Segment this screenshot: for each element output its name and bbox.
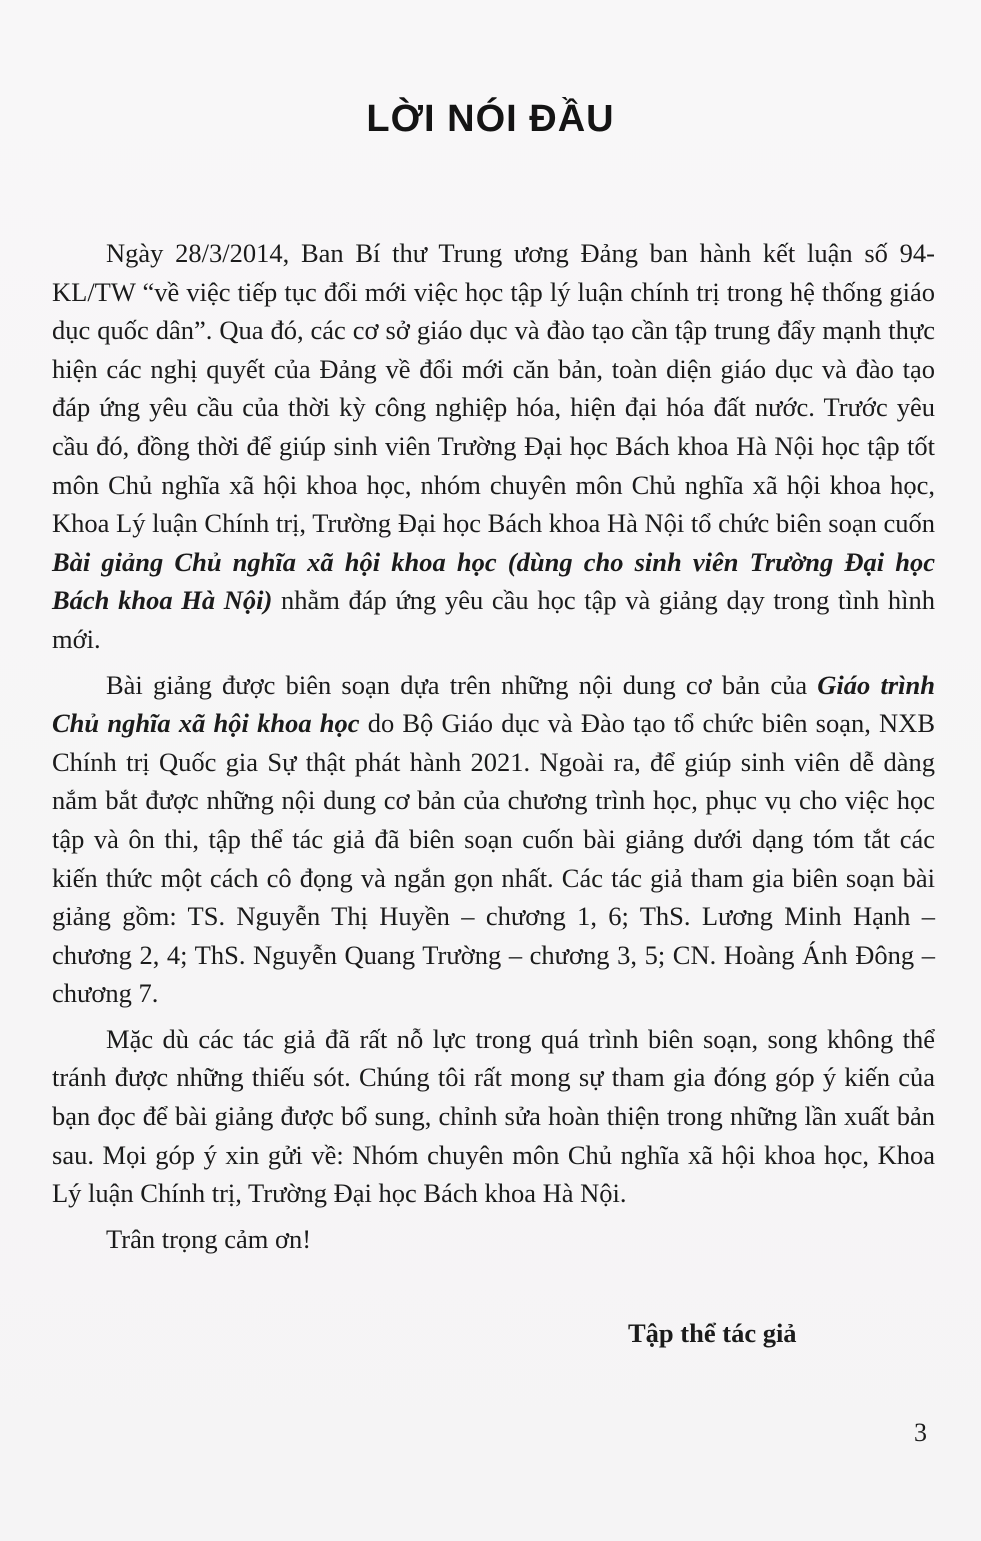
paragraph-2-tail: do Bộ Giáo dục và Đào tạo tổ chức biên soạn, NXB Chính trị Quốc gia Sự thật phát hành 2021. Ngoài ra, để giúp sinh viên dễ dàng nắm bắt được những nội dung cơ bản của chương trình học, phục vụ cho việc học tập và ôn thi, tập thể tác giả đã biên soạn cuốn bài giảng dưới dạng tóm tắt các kiến thức một cách cô đọng và ngắn gọn nhất. Các tác giả tham gia biên soạn bài giảng gồm: TS. Nguyễn Thị Huyền – chương 1, 6; ThS. Lương Minh Hạnh – chương 2, 4; ThS. Nguyễn Quang Trường – chương 3, 5; CN. Hoàng Ánh Đông – chương 7. bbox=[52, 708, 935, 1009]
page-number: 3 bbox=[914, 1418, 927, 1447]
paragraph-1-tail: nhằm đáp ứng yêu cầu học tập và giảng dạy trong tình hình mới. bbox=[52, 585, 935, 654]
paragraph-2-text: Bài giảng được biên soạn dựa trên những nội dung cơ bản của bbox=[106, 669, 818, 700]
paragraph-1 bbox=[52, 234, 935, 659]
signature: Tập thể tác giả bbox=[628, 1318, 797, 1348]
preface-body bbox=[52, 234, 935, 1258]
paragraph-1-text: Ngày 28/3/2014, Ban Bí thư Trung ương Đảng ban hành kết luận số 94-KL/TW “về việc tiếp tục đổi mới việc học tập lý luận chính trị trong hệ thống giáo dục quốc dân”. Qua đó, các cơ sở giáo dục và đào tạo cần tập trung đẩy mạnh thực hiện các nghị quyết của Đảng về đổi mới căn bản, toàn diện giáo dục và đào tạo đáp ứng yêu cầu của thời kỳ công nghiệp hóa, hiện đại hóa đất nước. Trước yêu cầu đó, đồng thời để giúp sinh viên Trường Đại học Bách khoa Hà Nội học tập tốt môn Chủ nghĩa xã hội khoa học, nhóm chuyên môn Chủ nghĩa xã hội khoa học, Khoa Lý luận Chính trị, Trường Đại học Bách khoa Hà Nội tổ chức biên soạn cuốn bbox=[52, 238, 935, 539]
textbook-title-emphasis: Giáo trình Chủ nghĩa xã hội khoa học bbox=[52, 669, 935, 739]
paragraph-3: Mặc dù các tác giả đã rất nỗ lực trong quá trình biên soạn, song không thể tránh được những thiếu sót. Chúng tôi rất mong sự tham gia đóng góp ý kiến của bạn đọc để bài giảng được bổ sung, chỉnh sửa hoàn thiện trong những lần xuất bản sau. Mọi góp ý xin gửi về: Nhóm chuyên môn Chủ nghĩa xã hội khoa học, Khoa Lý luận Chính trị, Trường Đại học Bách khoa Hà Nội. bbox=[52, 1023, 935, 1209]
book-title-emphasis: Bài giảng Chủ nghĩa xã hội khoa học (dùng cho sinh viên Trường Đại học Bách khoa Hà Nội) bbox=[52, 546, 935, 616]
page-title: LỜI NÓI ĐẦU bbox=[366, 98, 615, 140]
paragraph-4: Trân trọng cảm ơn! bbox=[106, 1223, 312, 1254]
paragraph-2 bbox=[52, 666, 935, 1013]
